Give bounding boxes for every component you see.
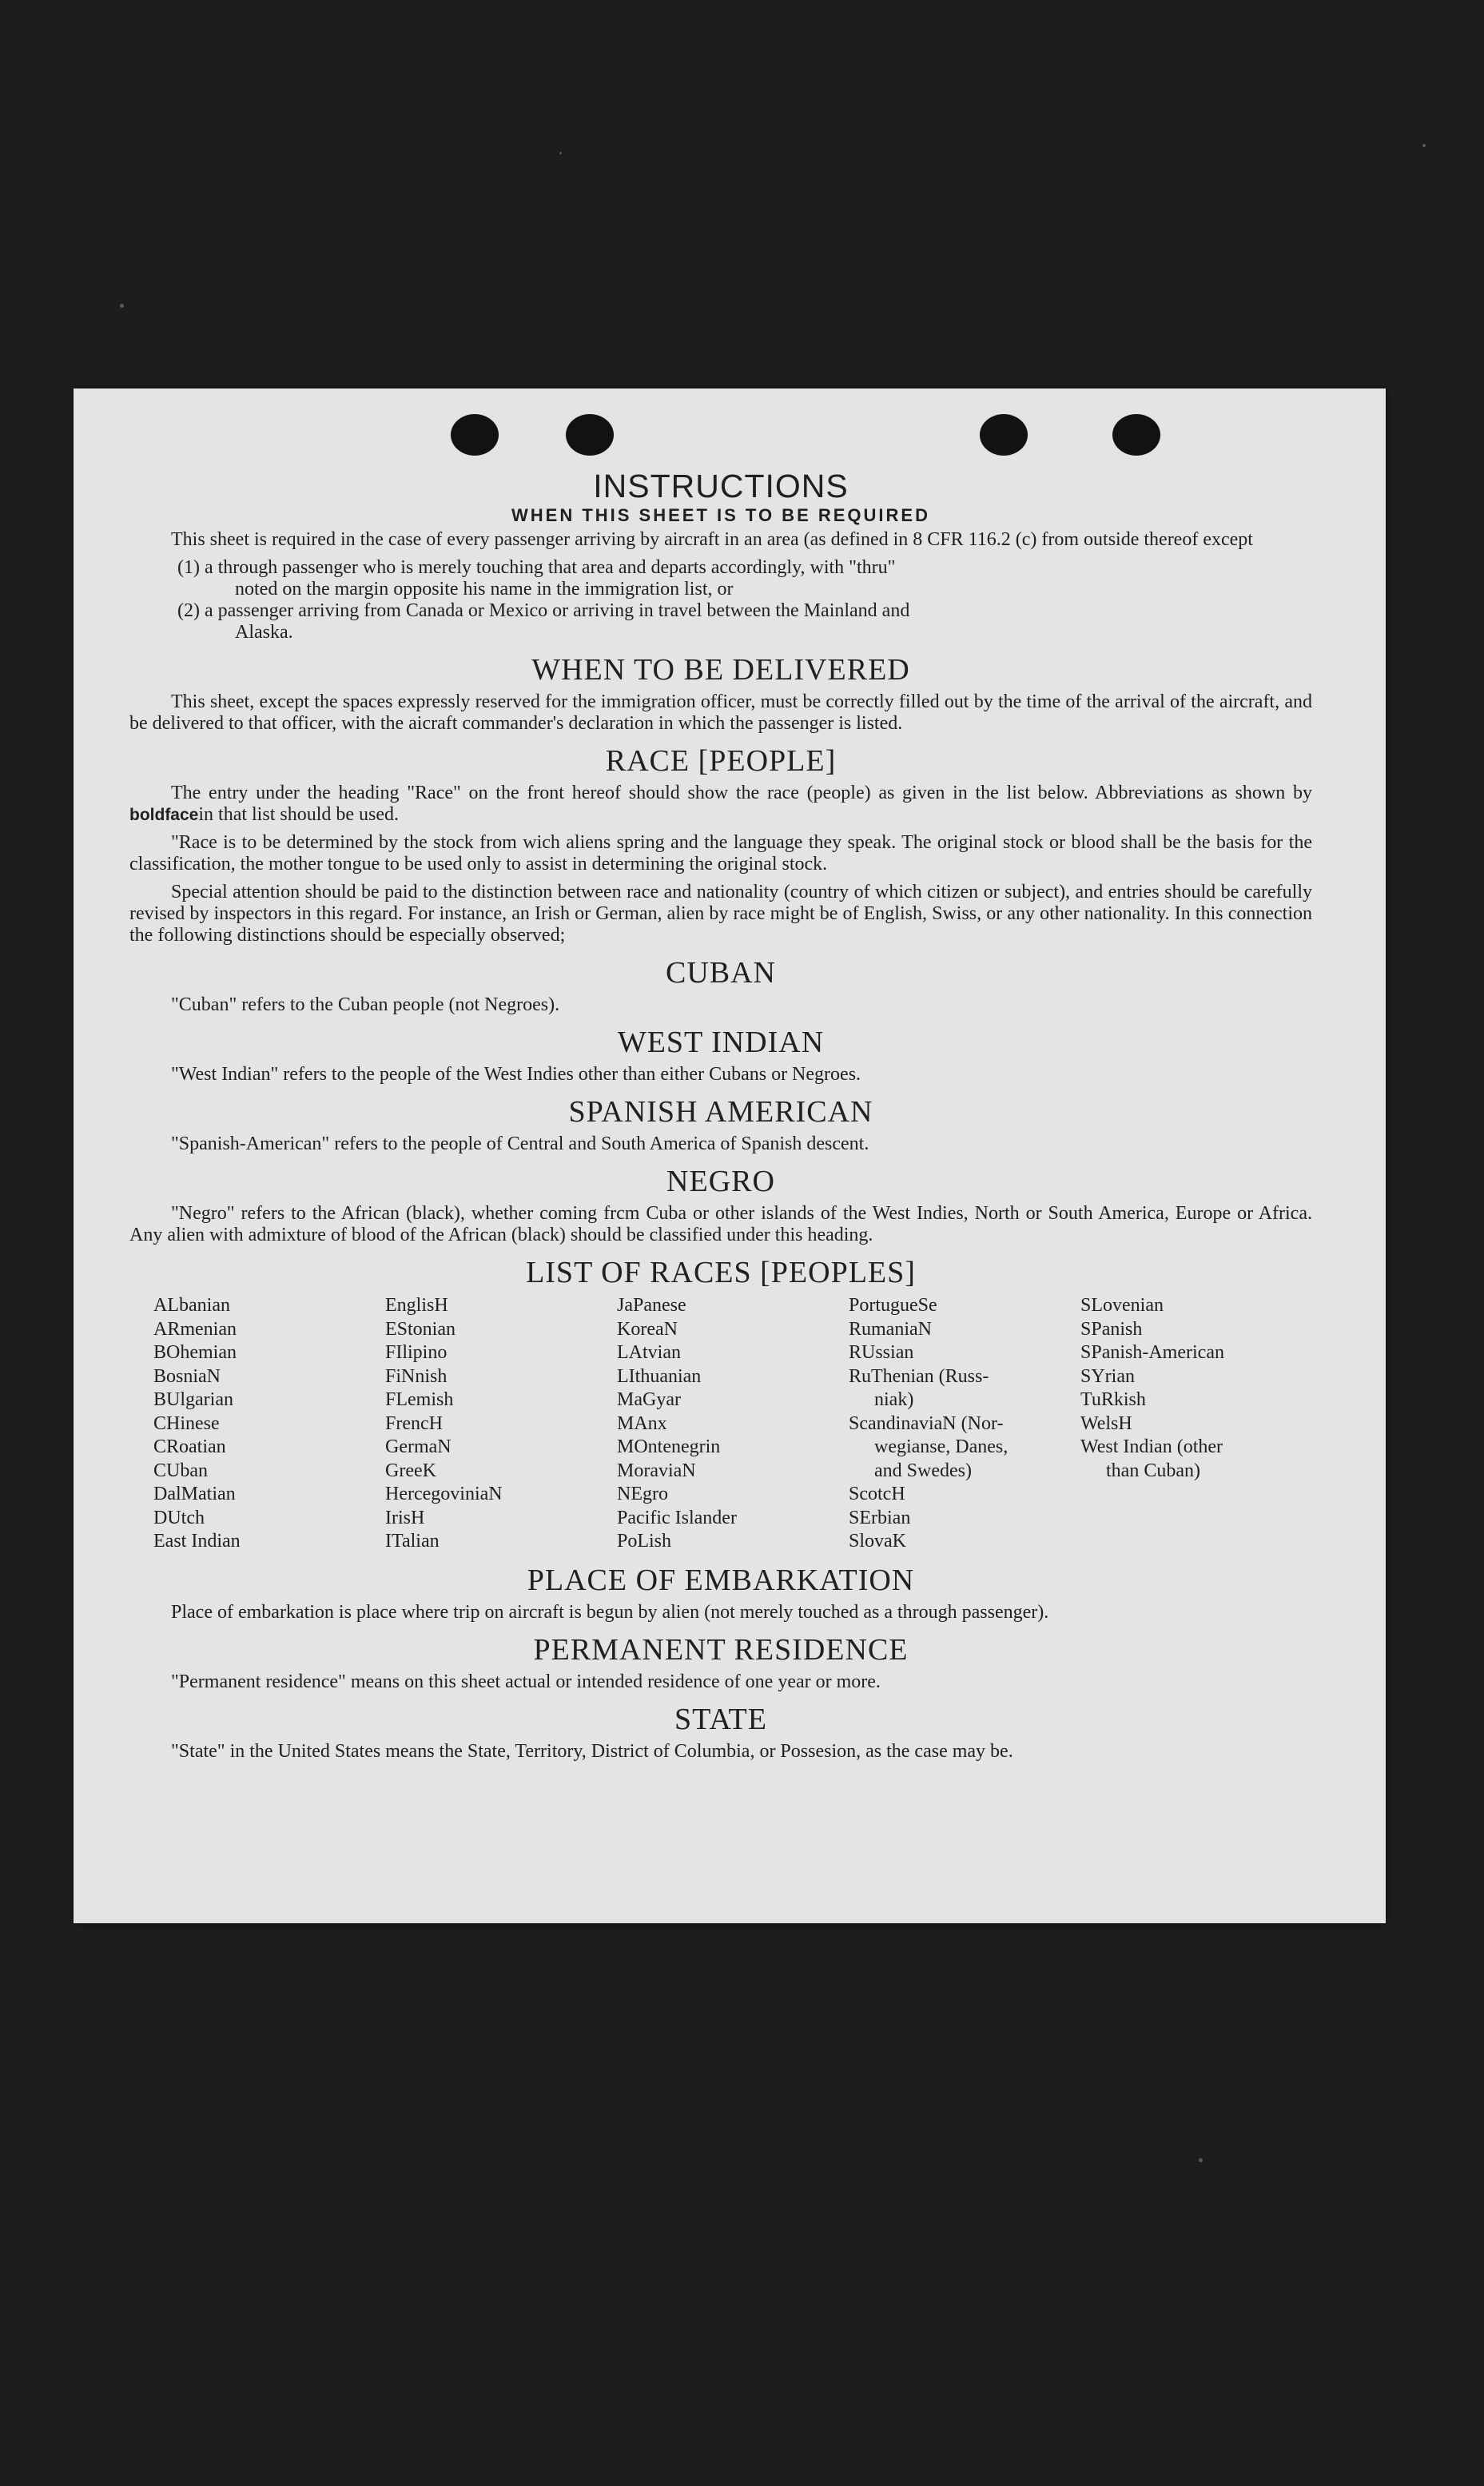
- race-entry: FiNnish: [385, 1365, 448, 1387]
- race-entry: MoraviaN: [617, 1460, 696, 1481]
- cuban-text: "Cuban" refers to the Cuban people (not Negroes).: [171, 994, 560, 1015]
- race-entry: niak): [874, 1389, 914, 1410]
- race-entry: ITalian: [385, 1531, 440, 1552]
- race-entry: MaGyar: [617, 1389, 681, 1410]
- race-entry: PortugueSe: [849, 1295, 937, 1316]
- race-entry: SErbian: [849, 1507, 911, 1528]
- race-entry: JaPanese: [617, 1295, 686, 1316]
- west-indian-text: "West Indian" refers to the people of the West Indies other than either Cubans or Negroes.: [171, 1064, 861, 1085]
- race-p1-text: The entry under the heading "Race" on the front hereof should show the race (people) as given in the list below. Abbreviations as shown by: [171, 783, 1312, 803]
- embarkation-text: Place of embarkation is place where trip on aircraft is begun by alien (not merely touched as a through passenger).: [171, 1601, 1049, 1623]
- intro-paragraph: This sheet is required in the case of every passenger arriving by aircraft in an area (as defined in 8 CFR 116.2 (c) from outside thereof except: [171, 529, 1253, 550]
- residence-heading: PERMANENT RESIDENCE: [533, 1632, 909, 1667]
- when-delivered-heading: WHEN TO BE DELIVERED: [531, 653, 910, 687]
- race-column: [617, 1294, 849, 1554]
- race-column: [153, 1294, 385, 1554]
- race-entry: ARmenian: [153, 1318, 237, 1340]
- race-entry: SLovenian: [1080, 1295, 1164, 1316]
- race-column: [385, 1294, 617, 1554]
- negro-text: "Negro" refers to the African (black), whether coming frcm Cuba or other islands of the West Indies, North or South America, Europe or Africa. Any alien with admixture of blood of the African (black) should be classified under this heading.: [129, 1203, 1312, 1245]
- race-entry: ALbanian: [153, 1295, 230, 1316]
- race-entry: ScotcH: [849, 1484, 905, 1504]
- race-entry: RuThenian (Russ-: [849, 1365, 989, 1387]
- race-paragraph-1: [129, 783, 1312, 826]
- spanish-american-text: "Spanish-American" refers to the people of Central and South America of Spanish descent.: [171, 1133, 869, 1154]
- race-list: [153, 1294, 1312, 1554]
- race-paragraph-3: Special attention should be paid to the distinction between race and nationality (country of which citizen or subject), and entries should be carefully revised by inspectors in this regard. For instance, an Irish or German, alien by race might be of English, Swiss, or any other nationality. In this connection the following distinctions should be especially observed;: [129, 882, 1312, 946]
- race-entry: RumaniaN: [849, 1318, 932, 1340]
- state-text: "State" in the United States means the State, Territory, District of Columbia, or Possesion, as the case may be.: [171, 1740, 1013, 1762]
- race-entry: EStonian: [385, 1318, 456, 1340]
- race-list-heading: LIST OF RACES [PEOPLES]: [526, 1256, 916, 1289]
- race-entry: IrisH: [385, 1507, 425, 1528]
- punch-hole: [980, 414, 1028, 456]
- race-entry: Pacific Islander: [617, 1507, 737, 1528]
- race-entry: LAtvian: [617, 1342, 681, 1363]
- race-entry: RUssian: [849, 1342, 914, 1363]
- race-entry: SPanish: [1080, 1318, 1143, 1340]
- race-entry: HercegoviniaN: [385, 1484, 503, 1504]
- exception-2: (2) a passenger arriving from Canada or Mexico or arriving in travel between the Mainland and: [177, 600, 910, 621]
- race-entry: SlovaK: [849, 1531, 906, 1552]
- instruction-sheet: [74, 388, 1386, 1923]
- exception-2-cont: Alaska.: [235, 622, 293, 643]
- spanish-american-heading: SPANISH AMERICAN: [568, 1095, 873, 1129]
- race-entry: MAnx: [617, 1412, 667, 1434]
- race-paragraph-2: "Race is to be determined by the stock from wich aliens spring and the language they speak. The original stock or blood shall be the basis for the classification, the mother tongue to be used only to assist in determining the original stock.: [129, 832, 1312, 874]
- when-delivered-text: This sheet, except the spaces expressly reserved for the immigration officer, must be correctly filled out by the time of the arrival of the aircraft, and be delivered to that officer, with the aicraft commander's declaration in which the passenger is listed.: [129, 691, 1312, 734]
- race-entry: wegianse, Danes,: [874, 1436, 1009, 1457]
- race-p1-tail: in that list should be used.: [198, 804, 400, 825]
- race-entry: BUlgarian: [153, 1389, 233, 1410]
- cuban-heading: CUBAN: [665, 956, 777, 990]
- race-entry: LIthuanian: [617, 1365, 702, 1387]
- punch-hole: [1112, 414, 1160, 456]
- residence-text: "Permanent residence" means on this sheet actual or intended residence of one year or more.: [171, 1671, 881, 1692]
- race-entry: BosniaN: [153, 1365, 221, 1387]
- race-entry: MOntenegrin: [617, 1436, 721, 1457]
- embarkation-heading: PLACE OF EMBARKATION: [527, 1563, 915, 1597]
- west-indian-heading: WEST INDIAN: [617, 1026, 825, 1059]
- scan-speck: [559, 152, 562, 154]
- exception-1-cont: noted on the margin opposite his name in the immigration list, or: [235, 579, 734, 600]
- race-entry: CUban: [153, 1460, 208, 1481]
- race-entry: TuRkish: [1080, 1389, 1146, 1410]
- race-entry: CRoatian: [153, 1436, 226, 1457]
- race-entry: DUtch: [153, 1507, 205, 1528]
- race-entry: GermaN: [385, 1436, 452, 1457]
- scan-speck: [1422, 144, 1426, 147]
- race-entry: SYrian: [1080, 1365, 1135, 1387]
- race-column: [1080, 1294, 1312, 1554]
- race-entry: KoreaN: [617, 1318, 678, 1340]
- race-entry: BOhemian: [153, 1342, 237, 1363]
- race-entry: FrencH: [385, 1412, 443, 1434]
- race-entry: EnglisH: [385, 1295, 448, 1316]
- exception-1: (1) a through passenger who is merely touching that area and departs accordingly, with "thru": [177, 557, 896, 578]
- punch-hole: [566, 414, 614, 456]
- race-entry: DalMatian: [153, 1484, 236, 1504]
- race-heading: RACE [PEOPLE]: [605, 744, 837, 778]
- race-entry: NEgro: [617, 1484, 668, 1504]
- race-entry: West Indian (other: [1080, 1436, 1223, 1457]
- race-entry: FIlipino: [385, 1342, 448, 1363]
- punch-hole: [451, 414, 499, 456]
- negro-heading: NEGRO: [666, 1165, 775, 1198]
- race-entry: ScandinaviaN (Nor-: [849, 1412, 1004, 1434]
- race-entry: PoLish: [617, 1531, 672, 1552]
- race-entry: CHinese: [153, 1412, 220, 1434]
- scan-speck: [1199, 2158, 1203, 2162]
- race-entry: SPanish-American: [1080, 1342, 1224, 1363]
- race-entry: East Indian: [153, 1531, 241, 1552]
- race-column: [849, 1294, 1080, 1554]
- sheet-content: [129, 468, 1312, 1769]
- race-entry: FLemish: [385, 1389, 454, 1410]
- race-entry: GreeK: [385, 1460, 436, 1481]
- state-heading: STATE: [674, 1702, 767, 1736]
- race-entry: and Swedes): [874, 1460, 972, 1481]
- page-title: INSTRUCTIONS: [593, 468, 849, 504]
- scan-speck: [120, 304, 124, 308]
- race-entry: than Cuban): [1106, 1460, 1200, 1481]
- boldface-word: boldface: [129, 806, 199, 824]
- page-subtitle: WHEN THIS SHEET IS TO BE REQUIRED: [511, 505, 930, 525]
- race-entry: WelsH: [1080, 1412, 1132, 1434]
